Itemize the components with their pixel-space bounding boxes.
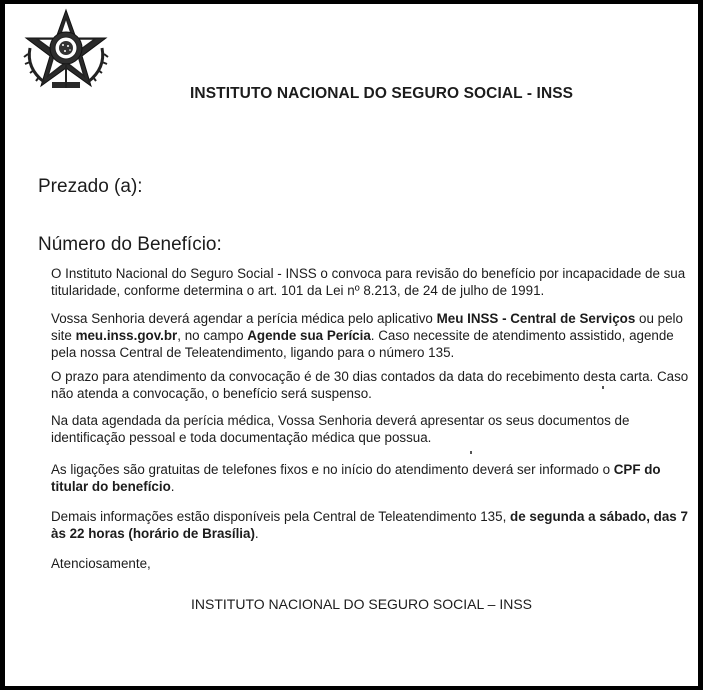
service-hours: de segunda a sábado, das 7 às 22 horas (horário de Brasília) (51, 509, 688, 541)
brazil-coat-of-arms-icon (22, 8, 110, 92)
paragraph-text: As ligações são gratuitas de telefones fixos e no início do atendimento deverá ser informado o (51, 462, 614, 477)
paragraph-deadline (51, 368, 695, 402)
field-name: Agende sua Perícia (247, 328, 371, 343)
paragraph-text: . (254, 526, 259, 541)
site-link: meu.inss.gov.br (75, 328, 178, 343)
paragraph-text: , no campo (177, 328, 248, 343)
paragraph-hours (51, 508, 695, 542)
letter-page (5, 4, 698, 686)
paragraph-text: Na data agendada da perícia médica, Vossa Senhoria deverá apresentar os seus documentos de identificação pessoal e toda documentação médica que possua. (51, 413, 630, 445)
cpf-requirement: CPF do titular do benefício (51, 462, 661, 494)
paragraph-text: ou pelo site (51, 311, 683, 343)
paragraph-text: Demais informações estão disponíveis pela Central de Teleatendimento 135, (51, 509, 511, 524)
paragraph-text: O Instituto Nacional do Seguro Social - INSS o convoca para revisão do benefício por incapacidade de sua titularidade, conforme determina o art. 101 da Lei nº 8.213, de 24 de julho de 1991. (51, 266, 686, 298)
greeting: Prezado (a): (38, 176, 143, 197)
closing: Atenciosamente, (51, 556, 151, 571)
institution-header: INSTITUTO NACIONAL DO SEGURO SOCIAL - INSS (190, 85, 574, 102)
paragraph-text: . Caso necessite de atendimento assistido, agende pela nossa Central de Teleatendimento, ligando para o número 135. (51, 328, 674, 360)
paragraph-calls (51, 461, 695, 495)
scan-speck (602, 386, 604, 389)
signature: INSTITUTO NACIONAL DO SEGURO SOCIAL – INSS (191, 596, 532, 612)
paragraph-convocation (51, 265, 695, 299)
app-name: Meu INSS - Central de Serviços (436, 311, 636, 326)
benefit-number-label: Número do Benefício: (38, 234, 222, 255)
paragraph-text: O prazo para atendimento da convocação é de 30 dias contados da data do recebimento desta carta. Caso não atenda a convocação, o benefício será suspenso. (51, 369, 689, 401)
paragraph-scheduling (51, 310, 695, 361)
paragraph-documents (51, 412, 695, 446)
paragraph-text: Vossa Senhoria deverá agendar a perícia médica pelo aplicativo (51, 311, 437, 326)
paragraph-text: . (170, 479, 175, 494)
scan-speck (470, 451, 472, 454)
